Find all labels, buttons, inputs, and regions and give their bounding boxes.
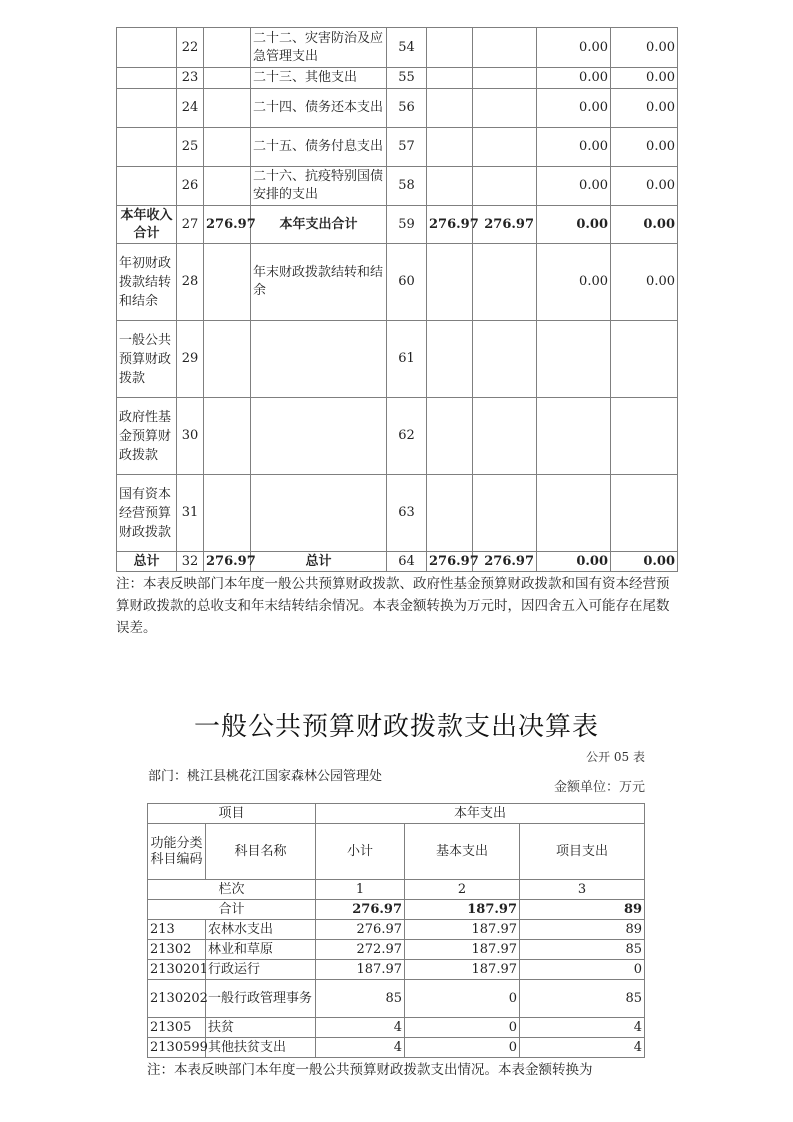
expense-capital: 0.00 (611, 552, 678, 572)
department-label: 部门：桃江县桃花江国家森林公园管理处 (148, 769, 383, 784)
header-subject-name: 科目名称 (206, 824, 316, 880)
row-label: 一般公共预算财政拨款 (117, 321, 177, 398)
row-label (117, 68, 177, 89)
project-expense: 0 (520, 960, 645, 980)
total-project: 89 (520, 900, 645, 920)
func-code: 213 (148, 920, 206, 940)
subtotal: 272.97 (316, 940, 405, 960)
expense-capital: 0.00 (611, 206, 678, 244)
expense-capital (611, 321, 678, 398)
income-amount (204, 28, 251, 68)
table-row-total (117, 552, 678, 572)
expense-index: 60 (387, 244, 427, 321)
row-index: 25 (177, 128, 204, 167)
expense-total (427, 89, 473, 128)
expense-total (427, 68, 473, 89)
expense-general (473, 167, 537, 206)
income-amount (204, 167, 251, 206)
expense-fund: 0.00 (537, 206, 611, 244)
expense-item: 二十三、其他支出 (251, 68, 387, 89)
basic-expense: 0 (405, 1018, 520, 1038)
expense-item (251, 398, 387, 475)
project-expense: 89 (520, 920, 645, 940)
expense-total (427, 244, 473, 321)
expense-general (473, 89, 537, 128)
expense-index: 54 (387, 28, 427, 68)
expense-index: 63 (387, 475, 427, 552)
row-label: 年初财政拨款结转和结余 (117, 244, 177, 321)
column-label: 栏次 (148, 880, 316, 900)
expense-index: 57 (387, 128, 427, 167)
expense-item (251, 321, 387, 398)
expense-total (427, 398, 473, 475)
expense-capital: 0.00 (611, 28, 678, 68)
basic-expense: 187.97 (405, 940, 520, 960)
header-project-exp: 项目支出 (520, 824, 645, 880)
row-label (117, 128, 177, 167)
subtotal: 4 (316, 1018, 405, 1038)
income-amount: 276.97 (204, 552, 251, 572)
expense-fund: 0.00 (537, 244, 611, 321)
expense-capital: 0.00 (611, 68, 678, 89)
row-label: 总计 (117, 552, 177, 572)
header-project: 项目 (148, 804, 316, 824)
row-label: 本年收入合计 (117, 206, 177, 244)
expense-index: 55 (387, 68, 427, 89)
column-2: 2 (405, 880, 520, 900)
expense-index: 61 (387, 321, 427, 398)
expense-index: 59 (387, 206, 427, 244)
subject-name: 扶贫 (206, 1018, 316, 1038)
total-label: 合计 (148, 900, 316, 920)
expense-total: 276.97 (427, 206, 473, 244)
func-code: 2130599 (148, 1038, 206, 1058)
table-row (148, 940, 645, 960)
unit-label: 金额单位：万元 (553, 780, 645, 795)
expense-general (473, 321, 537, 398)
expense-item: 年末财政拨款结转和结余 (251, 244, 387, 321)
expense-general (473, 244, 537, 321)
income-amount (204, 89, 251, 128)
table-row (148, 1018, 645, 1038)
income-amount (204, 244, 251, 321)
row-index: 26 (177, 167, 204, 206)
header-subtotal: 小计 (316, 824, 405, 880)
expense-fund (537, 321, 611, 398)
table-row (148, 980, 645, 1018)
row-index: 32 (177, 552, 204, 572)
expense-item: 二十四、债务还本支出 (251, 89, 387, 128)
expense-fund: 0.00 (537, 89, 611, 128)
expense-general (473, 28, 537, 68)
income-amount (204, 128, 251, 167)
expense-general (473, 398, 537, 475)
expense-fund: 0.00 (537, 68, 611, 89)
table-row (148, 960, 645, 980)
column-number-row (148, 880, 645, 900)
expense-capital (611, 475, 678, 552)
expense-total (427, 28, 473, 68)
subtotal: 276.97 (316, 920, 405, 940)
expense-fund: 0.00 (537, 128, 611, 167)
expense-capital: 0.00 (611, 167, 678, 206)
table-row-subtotal (117, 206, 678, 244)
table-row (117, 398, 678, 475)
expense-fund: 0.00 (537, 552, 611, 572)
table1-note: 注：本表反映部门本年度一般公共预算财政拨款、政府性基金预算财政拨款和国有资本经营预算财政拨款的总收支和年末结转结余情况。本表金额转换为万元时，因四舍五入可能存在尾数误差。 (116, 576, 670, 636)
page-title: 一般公共预算财政拨款支出决算表 (193, 712, 599, 742)
expense-total (427, 128, 473, 167)
row-index: 28 (177, 244, 204, 321)
expense-capital (611, 398, 678, 475)
total-row (148, 900, 645, 920)
header-basic: 基本支出 (405, 824, 520, 880)
expense-general (473, 68, 537, 89)
row-index: 24 (177, 89, 204, 128)
row-label (117, 167, 177, 206)
table-row (117, 68, 678, 89)
expense-fund: 0.00 (537, 167, 611, 206)
header-current-year: 本年支出 (316, 804, 645, 824)
expenditure-table (147, 803, 645, 1058)
row-index: 27 (177, 206, 204, 244)
column-3: 3 (520, 880, 645, 900)
table2-note: 注：本表反映部门本年度一般公共预算财政拨款支出情况。本表金额转换为 (147, 1062, 593, 1078)
expense-general: 276.97 (473, 552, 537, 572)
table-row (117, 244, 678, 321)
row-index: 30 (177, 398, 204, 475)
row-label (117, 89, 177, 128)
subject-name: 农林水支出 (206, 920, 316, 940)
row-label: 政府性基金预算财政拨款 (117, 398, 177, 475)
project-expense: 85 (520, 940, 645, 960)
row-label (117, 28, 177, 68)
subject-name: 林业和草原 (206, 940, 316, 960)
func-code: 21305 (148, 1018, 206, 1038)
project-expense: 4 (520, 1018, 645, 1038)
table-row (117, 321, 678, 398)
expense-index: 56 (387, 89, 427, 128)
expense-total (427, 321, 473, 398)
header-row (148, 804, 645, 824)
basic-expense: 0 (405, 980, 520, 1018)
subject-name: 其他扶贫支出 (206, 1038, 316, 1058)
table-row (148, 1038, 645, 1058)
income-amount (204, 321, 251, 398)
income-amount: 276.97 (204, 206, 251, 244)
income-amount (204, 475, 251, 552)
expense-item (251, 475, 387, 552)
table-row (117, 128, 678, 167)
expense-total: 276.97 (427, 552, 473, 572)
row-label: 国有资本经营预算财政拨款 (117, 475, 177, 552)
basic-expense: 187.97 (405, 960, 520, 980)
balance-table (116, 27, 678, 572)
row-index: 22 (177, 28, 204, 68)
table-row (117, 89, 678, 128)
expense-fund: 0.00 (537, 28, 611, 68)
total-subtotal: 276.97 (316, 900, 405, 920)
basic-expense: 187.97 (405, 920, 520, 940)
column-1: 1 (316, 880, 405, 900)
subtotal: 187.97 (316, 960, 405, 980)
expense-item: 本年支出合计 (251, 206, 387, 244)
income-amount (204, 398, 251, 475)
subtotal: 85 (316, 980, 405, 1018)
func-code: 2130201 (148, 960, 206, 980)
row-index: 29 (177, 321, 204, 398)
row-index: 23 (177, 68, 204, 89)
expense-capital: 0.00 (611, 128, 678, 167)
expense-item: 总计 (251, 552, 387, 572)
expense-item: 二十五、债务付息支出 (251, 128, 387, 167)
expense-general (473, 128, 537, 167)
table-code: 公开 05 表 (586, 750, 645, 764)
expense-item: 二十六、抗疫特别国债安排的支出 (251, 167, 387, 206)
project-expense: 4 (520, 1038, 645, 1058)
expense-capital: 0.00 (611, 244, 678, 321)
subject-name: 一般行政管理事务 (206, 980, 316, 1018)
table-row (148, 920, 645, 940)
basic-expense: 0 (405, 1038, 520, 1058)
expense-fund (537, 398, 611, 475)
table-row (117, 28, 678, 68)
table-row (117, 475, 678, 552)
expense-index: 64 (387, 552, 427, 572)
expense-capital: 0.00 (611, 89, 678, 128)
table-row (117, 167, 678, 206)
func-code: 21302 (148, 940, 206, 960)
expense-fund (537, 475, 611, 552)
func-code: 2130202 (148, 980, 206, 1018)
project-expense: 85 (520, 980, 645, 1018)
expense-total (427, 475, 473, 552)
income-amount (204, 68, 251, 89)
expense-item: 二十二、灾害防治及应急管理支出 (251, 28, 387, 68)
subtotal: 4 (316, 1038, 405, 1058)
header-func-code: 功能分类科目编码 (148, 824, 206, 880)
expense-general (473, 475, 537, 552)
expense-index: 58 (387, 167, 427, 206)
expense-index: 62 (387, 398, 427, 475)
subject-name: 行政运行 (206, 960, 316, 980)
header-row (148, 824, 645, 880)
total-basic: 187.97 (405, 900, 520, 920)
expense-general: 276.97 (473, 206, 537, 244)
row-index: 31 (177, 475, 204, 552)
expense-total (427, 167, 473, 206)
